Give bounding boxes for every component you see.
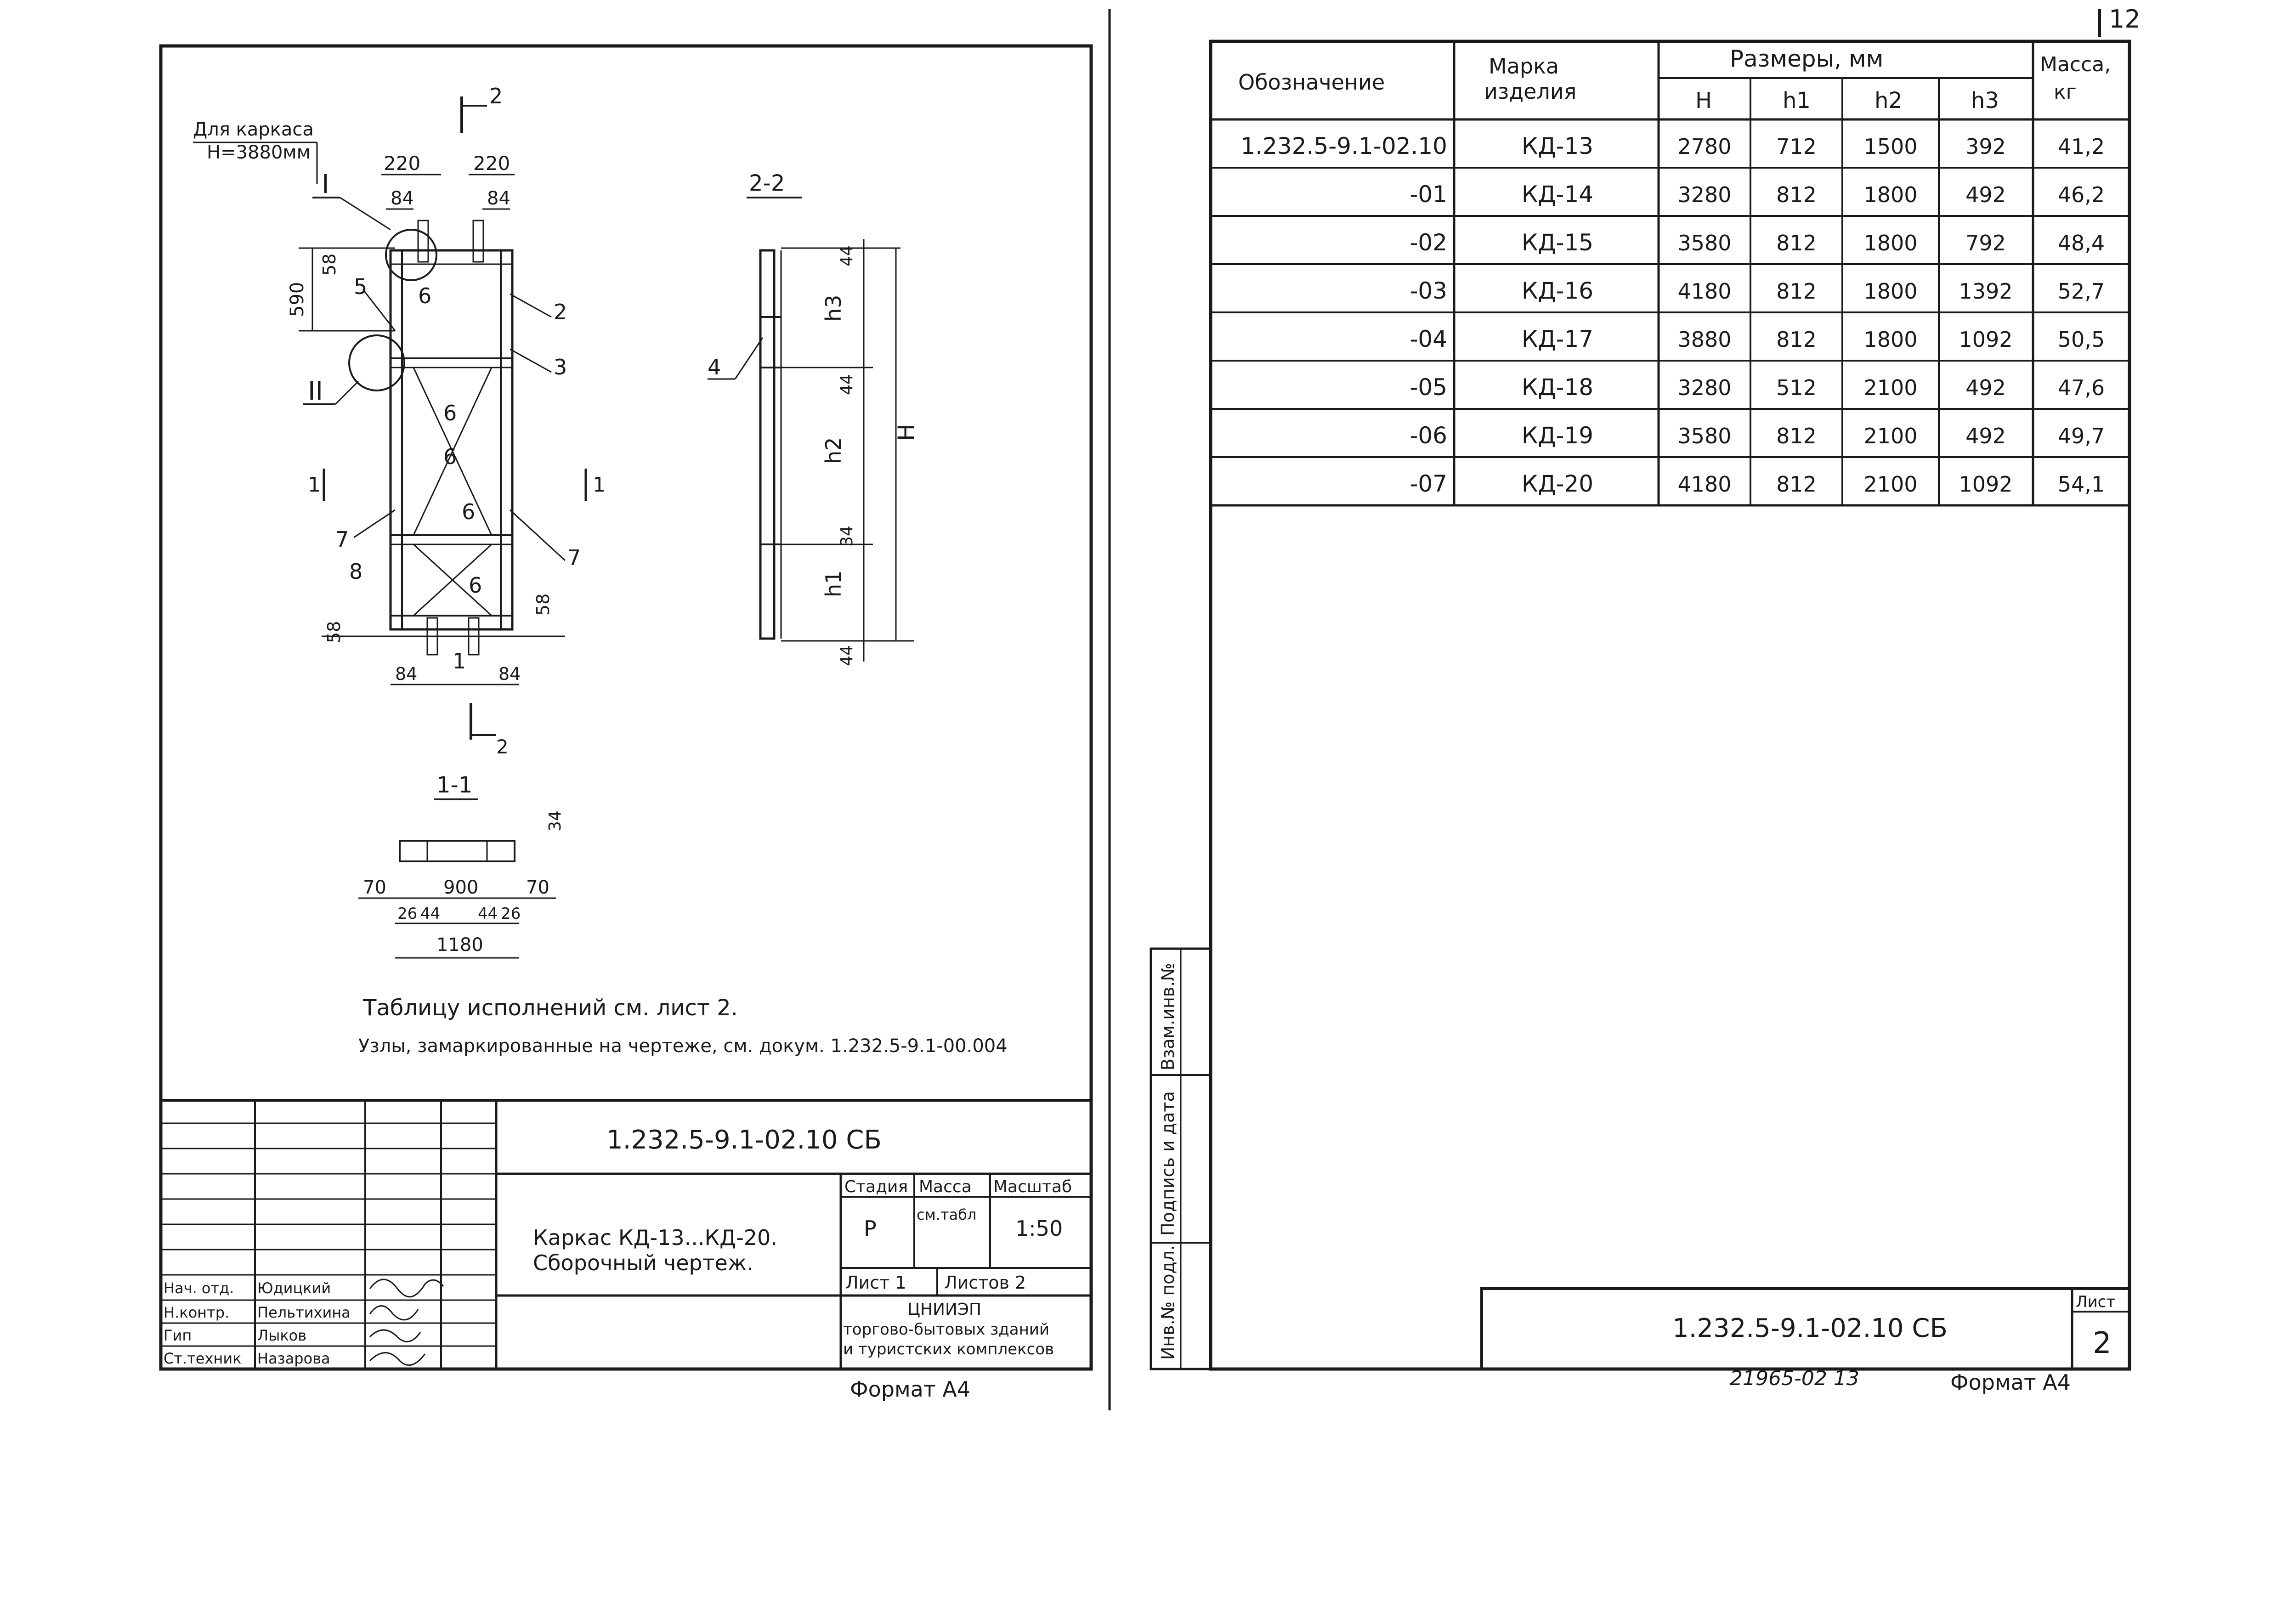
sec22-dim-34: 34 (838, 526, 856, 547)
callout-6-d: 6 (469, 573, 482, 598)
cell-mass: 46,2 (2057, 182, 2105, 207)
sheets-total: Листов 2 (944, 1273, 1026, 1293)
signer-name-3: Лыков (257, 1327, 307, 1344)
signer-role-2: Н.контр. (164, 1304, 230, 1321)
side-stamp-vzam-inv: Взам.инв.№ (1158, 963, 1178, 1070)
title-line-1: Каркас КД-13...КД-20. (533, 1225, 777, 1250)
dim-220-left: 220 (384, 152, 421, 175)
title-block-code: 1.232.5-9.1-02.10 СБ (606, 1125, 882, 1155)
table-row (1410, 422, 2105, 449)
cell-h3: 792 (1965, 231, 2006, 255)
cell-h2: 1800 (1863, 231, 1918, 255)
title-line-2: Сборочный чертеж. (533, 1251, 753, 1275)
sec11-dim-900: 900 (443, 877, 479, 898)
signer-name-2: Пельтихина (257, 1304, 351, 1321)
section-mark-2-bottom: 2 (496, 736, 509, 758)
format-a4-sheet-1: Формат А4 (850, 1377, 970, 1402)
signer-role-3: Гип (164, 1327, 192, 1344)
archive-number: 21965-02 13 (1730, 1367, 1859, 1390)
value-scale: 1:50 (1015, 1216, 1063, 1241)
cell-h1: 812 (1776, 472, 1817, 497)
table-body (1211, 133, 2129, 497)
section-1-left: 1 (308, 473, 321, 497)
sec11-dim-26-left: 26 (397, 905, 418, 923)
sec22-h1: h1 (821, 570, 846, 597)
cell-H: 4180 (1677, 279, 1732, 304)
callout-6-top: 6 (418, 283, 432, 308)
col-stage: Стадия (844, 1177, 908, 1196)
cell-des: -06 (1410, 422, 1447, 449)
cell-h2: 1800 (1863, 279, 1918, 304)
sheet-1-frame (161, 46, 1091, 1369)
signature-2 (370, 1306, 418, 1320)
cell-h2: 2100 (1863, 375, 1918, 400)
dim-58-top: 58 (319, 253, 340, 276)
cell-H: 3880 (1677, 327, 1732, 352)
cell-mark: КД-16 (1521, 277, 1594, 304)
frame-elevation (391, 221, 512, 655)
cell-des: -01 (1410, 181, 1447, 208)
frame-note-line1: Для каркаса (193, 119, 314, 140)
sheet-2 (1151, 41, 2129, 1395)
cell-h2: 1800 (1863, 182, 1918, 207)
cell-h3: 1392 (1959, 279, 2013, 304)
cell-mark: КД-18 (1521, 374, 1594, 401)
cell-des: -03 (1410, 277, 1447, 304)
table-row (1410, 277, 2105, 304)
cell-h3: 392 (1965, 134, 2006, 159)
signature-1 (370, 1279, 443, 1297)
node-label-I: I (322, 170, 329, 199)
cell-h2: 1800 (1863, 327, 1918, 352)
cell-mark: КД-15 (1521, 229, 1594, 256)
callout-3: 3 (554, 355, 567, 379)
sec11-dim-70-right: 70 (526, 877, 549, 898)
cell-mark: КД-13 (1521, 133, 1594, 159)
header-mark-line2: изделия (1484, 79, 1577, 104)
cell-des: -07 (1410, 470, 1447, 497)
section-1-right: 1 (593, 473, 606, 497)
bottom-code: 1.232.5-9.1-02.10 СБ (1672, 1313, 1948, 1343)
sec11-dim-34: 34 (546, 810, 565, 832)
org-line-2: торгово-бытовых зданий (843, 1320, 1050, 1339)
cell-mass: 52,7 (2057, 279, 2105, 304)
cell-des: -02 (1410, 229, 1447, 256)
cell-h3: 492 (1965, 375, 2006, 400)
callout-6-b: 6 (443, 444, 457, 469)
col-mass: Масса (919, 1177, 972, 1196)
cell-h2: 2100 (1863, 472, 1918, 497)
title-block (161, 1100, 1091, 1369)
sec11-dim-26-right: 26 (501, 905, 521, 923)
header-h1: h1 (1783, 88, 1811, 113)
header-mass-line2: кг (2054, 80, 2077, 104)
signer-name-1: Юдицкий (257, 1279, 331, 1297)
cell-H: 2780 (1677, 134, 1732, 159)
cell-h3: 1092 (1959, 327, 2013, 352)
cell-h2: 1500 (1863, 134, 1918, 159)
header-sizes: Размеры, мм (1730, 45, 1884, 72)
cell-h1: 812 (1776, 279, 1817, 304)
cell-mass: 41,2 (2057, 134, 2105, 159)
sec22-h3: h3 (821, 294, 846, 322)
cell-mass: 49,7 (2057, 424, 2105, 448)
org-line-1: ЦНИИЭП (907, 1300, 982, 1319)
section-2-2 (708, 170, 920, 666)
dim-220-right: 220 (473, 152, 510, 175)
sec22-h2: h2 (821, 437, 846, 464)
cell-des: -04 (1410, 326, 1447, 352)
table-row (1410, 229, 2105, 256)
corner-page-number: 12 (2109, 5, 2141, 34)
cell-mark: КД-20 (1521, 470, 1594, 497)
signer-role-1: Нач. отд. (164, 1279, 234, 1297)
callout-8: 8 (349, 559, 363, 584)
callout-2: 2 (554, 300, 567, 324)
section-1-1 (358, 772, 565, 958)
cell-h1: 812 (1776, 424, 1817, 448)
dim-58-bottom-left: 58 (324, 621, 344, 643)
table-row (1410, 326, 2105, 352)
cell-H: 3580 (1677, 424, 1732, 448)
node-label-II: II (308, 376, 323, 406)
dim-84-bottom-right: 84 (498, 664, 521, 684)
cell-mass: 50,5 (2057, 327, 2105, 352)
callout-6-c: 6 (462, 499, 476, 524)
header-mark-line1: Марка (1489, 54, 1559, 79)
side-stamp-signature-date: Подпись и дата (1158, 1091, 1178, 1236)
callout-7-right: 7 (567, 545, 581, 570)
format-a4-sheet-2: Формат А4 (1950, 1370, 2071, 1395)
section-11-title: 1-1 (436, 772, 473, 798)
cell-mark: КД-14 (1521, 181, 1594, 208)
sheet-1 (161, 9, 1110, 1410)
callout-4: 4 (708, 355, 721, 379)
callout-5: 5 (354, 274, 368, 299)
dim-84-left: 84 (391, 188, 414, 209)
sec22-dim-44-mid: 44 (838, 374, 856, 395)
table-row (1410, 181, 2105, 208)
sec11-dim-1180: 1180 (436, 934, 483, 956)
cell-h1: 812 (1776, 327, 1817, 352)
cell-des: -05 (1410, 374, 1447, 401)
cell-h2: 2100 (1863, 424, 1918, 448)
cell-des: 1.232.5-9.1-02.10 (1240, 133, 1447, 159)
cell-h3: 492 (1965, 182, 2006, 207)
cell-h3: 1092 (1959, 472, 2013, 497)
cell-H: 3280 (1677, 182, 1732, 207)
sec11-dim-44-right: 44 (478, 905, 498, 923)
side-stamp-inv-podl: Инв.№ подл. (1158, 1245, 1178, 1360)
callout-6-a: 6 (443, 401, 457, 425)
cell-mass: 48,4 (2057, 231, 2105, 255)
callout-7-left: 7 (335, 527, 349, 552)
cell-h1: 512 (1776, 375, 1817, 400)
cell-h1: 812 (1776, 182, 1817, 207)
org-line-3: и туристских комплексов (843, 1340, 1054, 1358)
dim-590: 590 (287, 282, 308, 317)
sheet-number-2: 2 (2093, 1326, 2112, 1360)
value-stage: Р (864, 1216, 877, 1241)
cell-mark: КД-17 (1521, 326, 1594, 352)
dim-58-bottom-right: 58 (533, 593, 553, 616)
signature-3 (370, 1330, 420, 1341)
section-22-title: 2-2 (749, 170, 785, 196)
signature-4 (370, 1353, 425, 1365)
frame-note-line2: H=3880мм (207, 142, 311, 163)
cell-H: 3280 (1677, 375, 1732, 400)
cell-h1: 812 (1776, 231, 1817, 255)
header-H: H (1695, 88, 1712, 113)
header-designation: Обозначение (1238, 70, 1385, 95)
dim-84-bottom-left: 84 (395, 664, 418, 684)
cell-H: 3580 (1677, 231, 1732, 255)
table-row (1410, 374, 2105, 401)
table-row (1410, 470, 2105, 497)
header-mass-line1: Масса, (2040, 53, 2111, 76)
cell-mass: 54,1 (2057, 472, 2105, 497)
sec11-dim-44-left: 44 (420, 905, 441, 923)
cell-h3: 492 (1965, 424, 2006, 448)
cell-mass: 47,6 (2057, 375, 2105, 400)
header-h3: h3 (1971, 88, 1999, 113)
cell-mark: КД-19 (1521, 422, 1594, 449)
table-row (1240, 133, 2105, 159)
note-1: Таблицу исполнений см. лист 2. (363, 995, 738, 1021)
cell-H: 4180 (1677, 472, 1732, 497)
sec22-H: H (893, 424, 920, 441)
callout-1: 1 (453, 649, 466, 673)
value-mass: см.табл (917, 1206, 977, 1223)
sheet-number: Лист 1 (845, 1273, 906, 1293)
sec22-dim-44-bottom: 44 (838, 645, 856, 666)
col-scale: Масштаб (993, 1177, 1072, 1196)
dim-84-right: 84 (487, 188, 510, 209)
sheet-label: Лист (2076, 1293, 2116, 1311)
sec22-dim-44-top: 44 (838, 245, 856, 266)
note-2: Узлы, замаркированные на чертеже, см. докум. 1.232.5-9.1-00.004 (358, 1036, 1008, 1057)
sec11-dim-70-left: 70 (363, 877, 386, 898)
header-h2: h2 (1875, 88, 1903, 113)
signer-name-4: Назарова (257, 1350, 330, 1367)
cell-h1: 712 (1776, 134, 1817, 159)
signer-role-4: Ст.техник (164, 1350, 242, 1367)
section-mark-2-top: 2 (489, 84, 503, 108)
